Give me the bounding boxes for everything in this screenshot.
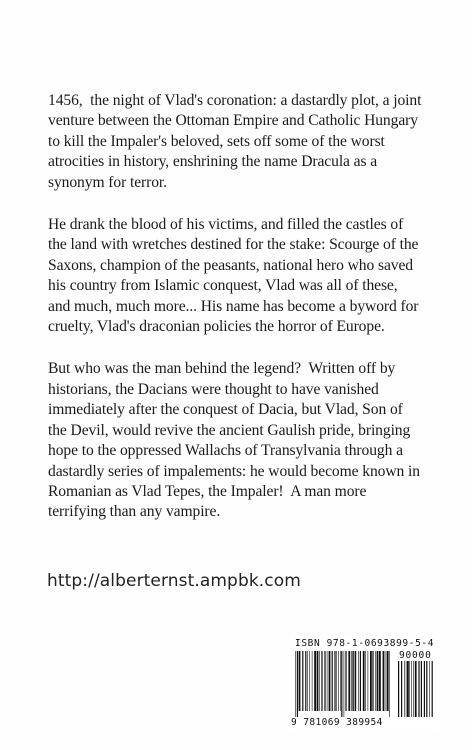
barcode-bar: [368, 651, 369, 711]
barcode-bar: [429, 661, 430, 717]
barcode-bar: [319, 651, 320, 711]
barcode-bar: [406, 661, 407, 717]
barcode-bar: [295, 651, 296, 717]
barcode-bar: [411, 661, 412, 717]
barcode-bar: [358, 651, 359, 711]
barcode-bar: [314, 651, 316, 711]
barcode-bar: [309, 651, 310, 711]
barcode-bar: [398, 661, 399, 717]
barcode-bar: [351, 651, 352, 711]
barcode-bar: [418, 661, 419, 717]
blurb-text: [48, 91, 438, 545]
barcode-bar: [375, 651, 376, 711]
barcode-bar: [341, 651, 342, 717]
barcode-bar: [338, 651, 339, 711]
isbn-barcode: [289, 636, 439, 732]
barcode-bar: [424, 661, 425, 717]
barcode-bar: [344, 651, 345, 717]
barcode-bar: [335, 651, 336, 711]
price-addon-code: 90000: [399, 650, 432, 661]
barcode-bar: [372, 651, 373, 711]
barcode-bar: [321, 651, 322, 711]
barcode-bar: [407, 661, 409, 717]
barcode-bar: [345, 651, 346, 711]
isbn-label: ISBN 978-1-0693899-5-4: [295, 638, 435, 649]
barcode-bar: [336, 651, 337, 711]
barcode-bar: [324, 651, 325, 711]
barcode-bar: [432, 661, 433, 717]
barcode-bar: [302, 651, 303, 711]
barcode-bar: [415, 661, 417, 717]
barcode-bar: [387, 651, 389, 711]
barcode-bar: [348, 651, 350, 711]
barcode-bar: [370, 651, 372, 711]
barcode-bar: [365, 651, 366, 711]
barcode-bar: [386, 651, 387, 711]
price-addon-bars: [398, 661, 434, 717]
barcode-bar: [299, 651, 301, 711]
barcode-bar: [404, 661, 405, 717]
barcode-bar: [421, 661, 422, 717]
barcode-bar: [353, 651, 354, 711]
barcode-bar: [305, 651, 306, 711]
barcode-bar: [383, 651, 385, 711]
blurb-paragraph-2: He drank the blood of his victims, and filled the castles of the land with wretches destined for the stake: Scourge of the Saxons, champion of the peasants, national hero who saved his country from Islamic conquest, Vlad was all of these, and much, much more... His name has become a byword for cruelty, Vlad's draconian policies the horror of Europe.: [48, 216, 419, 336]
barcode-bar: [307, 651, 308, 711]
barcode-bar: [332, 651, 333, 711]
barcode-bar: [363, 651, 365, 711]
barcode-bar: [334, 651, 335, 711]
website-url: http://alberternst.ampbk.com: [47, 571, 301, 591]
barcode-bar: [312, 651, 313, 711]
barcode-bar: [377, 651, 379, 711]
barcode-bar: [409, 661, 410, 717]
barcode-bar: [329, 651, 331, 711]
blurb-paragraph-1: 1456, the night of Vlad's coronation: a dastardly plot, a joint venture between the Ottoman Empire and Catholic Hungary to kill the Impaler's beloved, sets off some of the worst atrocities in history, enshrining the name Dracula as a synonym for terror.: [48, 92, 422, 191]
barcode-bar: [389, 651, 390, 717]
barcode-bar: [401, 661, 402, 717]
barcode-bar: [297, 651, 298, 717]
barcode-bar: [317, 651, 319, 711]
barcode-bar: [355, 651, 356, 711]
barcode-bar: [426, 661, 427, 717]
barcode-bar: [379, 651, 381, 711]
barcode-digits: 9 781069 389954: [291, 717, 383, 728]
ean13-barcode-bars: [295, 651, 391, 717]
blurb-paragraph-3: But who was the man behind the legend? Written off by historians, the Dacians were thought to have vanished immediately after the conquest of Dacia, but Vlad, Son of the Devil, would revive the ancient Gaulish pride, bringing hope to the oppressed Wallachs of Transylvania through a dastardly series of impalements: he would become known in Romanian as Vlad Tepes, the Impaler! A man more terrifying than any vampire.: [48, 360, 420, 521]
barcode-bar: [413, 661, 414, 717]
barcode-bar: [360, 651, 361, 711]
barcode-bar: [327, 651, 328, 711]
barcode-bar: [340, 651, 341, 711]
